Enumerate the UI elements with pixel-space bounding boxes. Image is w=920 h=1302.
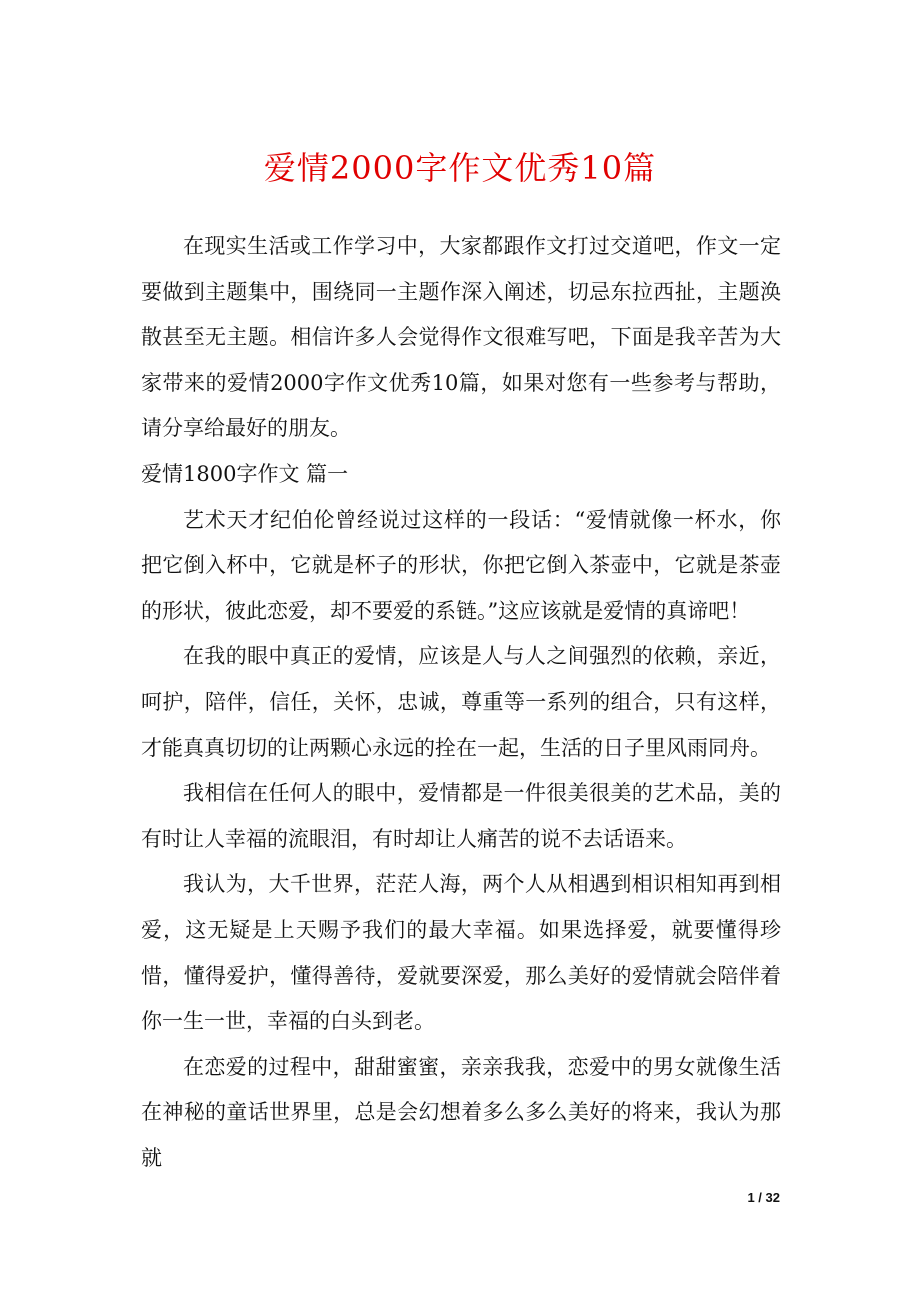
document-title: 爱情2000字作文优秀10篇 (263, 149, 657, 187)
page-number: 1 / 32 (747, 1190, 780, 1205)
section-heading: 爱情1800字作文 篇一 (141, 461, 349, 486)
body-paragraph: 我认为，大千世界，茫茫人海，两个人从相遇到相识相知再到相爱，这无疑是上天赐予我们的最大幸福。如果选择爱，就要懂得珍惜，懂得爱护，懂得善待，爱就要深爱，那么美好的爱情就会陪伴着你一生一世，幸福的白头到老。 (141, 872, 781, 1034)
body-paragraph: 艺术天才纪伯伦曾经说过这样的一段话：“爱情就像一杯水，你把它倒入杯中，它就是杯子的形状，你把它倒入茶壶中，它就是茶壶的形状，彼此恋爱，却不要爱的系链。”这应该就是爱情的真谛吧！ (141, 507, 781, 623)
body-paragraph: 我相信在任何人的眼中，爱情都是一件很美很美的艺术品，美的有时让人幸福的流眼泪，有时却让人痛苦的说不去话语来。 (141, 781, 781, 851)
body-paragraph: 在我的眼中真正的爱情，应该是人与人之间强烈的依赖，亲近，呵护，陪伴，信任，关怀，忠诚，尊重等一系列的组合，只有这样，才能真真切切的让两颗心永远的拴在一起，生活的日子里风雨同舟。 (141, 644, 781, 760)
intro-paragraph: 在现实生活或工作学习中，大家都跟作文打过交道吧，作文一定要做到主题集中，围绕同一主题作深入阐述，切忌东拉西扯，主题涣散甚至无主题。相信许多人会觉得作文很难写吧，下面是我辛苦为大家带来的爱情2000字作文优秀10篇，如果对您有一些参考与帮助，请分享给最好的朋友。 (141, 234, 781, 441)
document-body (141, 224, 781, 1181)
body-paragraph: 在恋爱的过程中，甜甜蜜蜜，亲亲我我，恋爱中的男女就像生活在神秘的童话世界里，总是会幻想着多么多么美好的将来，我认为那就 (141, 1054, 781, 1170)
